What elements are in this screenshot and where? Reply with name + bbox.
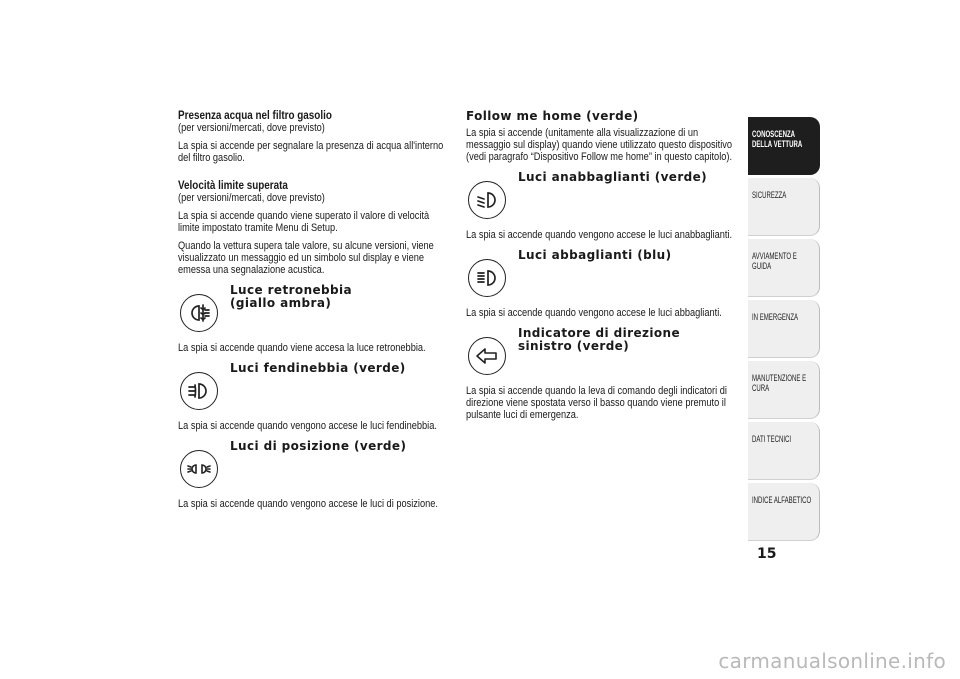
tab-manutenzione[interactable]: [748, 361, 820, 419]
tab-sicurezza[interactable]: [748, 178, 820, 236]
front-fog-title: Luci fendinebbia (verde): [230, 361, 406, 375]
position-lights-title: Luci di posizione (verde): [230, 439, 407, 453]
water-filter-text: La spia si accende per segnalare la presenza di acqua all'interno del filtro gasolio.: [178, 140, 444, 164]
tab-avviamento[interactable]: [748, 239, 820, 297]
left-column: [178, 110, 448, 516]
low-beam-block: [466, 171, 741, 227]
low-beam-title: Luci anabbaglianti (verde): [518, 170, 708, 184]
left-arrow-icon: [468, 337, 506, 375]
tab-label-line2: GUIDA: [752, 261, 772, 271]
position-lights-text: La spia si accende quando vengono accese le luci di posizione.: [178, 498, 438, 510]
speed-limit-text-1: La spia si accende quando viene superato il valore di velocità limite impostato tramite Menu di Setup.: [178, 210, 430, 234]
speed-limit-subtitle: (per versioni/mercati, dove previsto): [178, 192, 325, 204]
low-beam-text: La spia si accende quando vengono accese le luci anabbaglianti.: [466, 229, 733, 241]
rear-fog-block: [178, 284, 448, 340]
speed-limit-title: Velocità limite superata: [178, 180, 288, 192]
high-beam-icon: [468, 259, 506, 297]
high-beam-title: Luci abbaglianti (blu): [518, 248, 672, 262]
front-fog-text: La spia si accende quando vengono accese le luci fendinebbia.: [178, 420, 437, 432]
chapter-sidebar: [748, 117, 820, 544]
turn-indicator-title-2: sinistro (verde): [518, 339, 630, 353]
tab-emergenza[interactable]: [748, 300, 820, 358]
position-lights-icon: [180, 450, 218, 488]
right-column: [466, 110, 741, 427]
tab-label-line1: MANUTENZIONE E: [752, 373, 807, 383]
tab-label-line2: CURA: [752, 383, 770, 393]
tab-label-line1: DATI TECNICI: [752, 434, 792, 444]
front-fog-block: [178, 362, 448, 418]
rear-fog-icon: [180, 294, 218, 332]
follow-me-home-text: La spia si accende (unitamente alla visualizzazione di un messaggio sul display) quando viene utilizzato questo dispositivo (vedi paragrafo “Dispositivo Follow me home” in questo capitolo).: [466, 127, 733, 163]
water-filter-subtitle: (per versioni/mercati, dove previsto): [178, 122, 325, 134]
position-lights-block: [178, 440, 448, 496]
high-beam-text: La spia si accende quando vengono accese le luci abbaglianti.: [466, 307, 722, 319]
tab-label-line1: IN EMERGENZA: [752, 312, 799, 322]
speed-limit-text-2: Quando la vettura supera tale valore, su alcune versioni, viene visualizzato un messaggio ed un simbolo sul display e viene emessa una segnalazione acustica.: [178, 240, 434, 276]
rear-fog-text: La spia si accende quando viene accesa la luce retronebbia.: [178, 342, 426, 354]
follow-me-home-title: Follow me home (verde): [466, 109, 639, 123]
tab-label-line1: SICUREZZA: [752, 190, 787, 200]
low-beam-icon: [468, 181, 506, 219]
rear-fog-title-2: (giallo ambra): [230, 296, 332, 310]
tab-label-line1: INDICE ALFABETICO: [752, 495, 812, 505]
tab-indice[interactable]: [748, 483, 820, 541]
turn-indicator-text: La spia si accende quando la leva di comando degli indicatori di direzione viene spostata verso il basso quando viene premuto il pulsante luci di emergenza.: [466, 385, 727, 421]
page-number: 15: [757, 546, 777, 562]
water-filter-title: Presenza acqua nel filtro gasolio: [178, 110, 332, 122]
high-beam-block: [466, 249, 741, 305]
front-fog-icon: [180, 372, 218, 410]
tab-label-line2: DELLA VETTURA: [752, 139, 803, 149]
tab-conoscenza[interactable]: [748, 117, 820, 175]
rear-fog-title-1: Luce retronebbia: [230, 283, 353, 297]
tab-label-line1: CONOSCENZA: [752, 129, 796, 139]
turn-indicator-block: [466, 327, 741, 383]
watermark: carmanualsonline.info: [718, 649, 946, 673]
tab-dati-tecnici[interactable]: [748, 422, 820, 480]
tab-label-line1: AVVIAMENTO E: [752, 251, 797, 261]
turn-indicator-title-1: Indicatore di direzione: [518, 326, 681, 340]
